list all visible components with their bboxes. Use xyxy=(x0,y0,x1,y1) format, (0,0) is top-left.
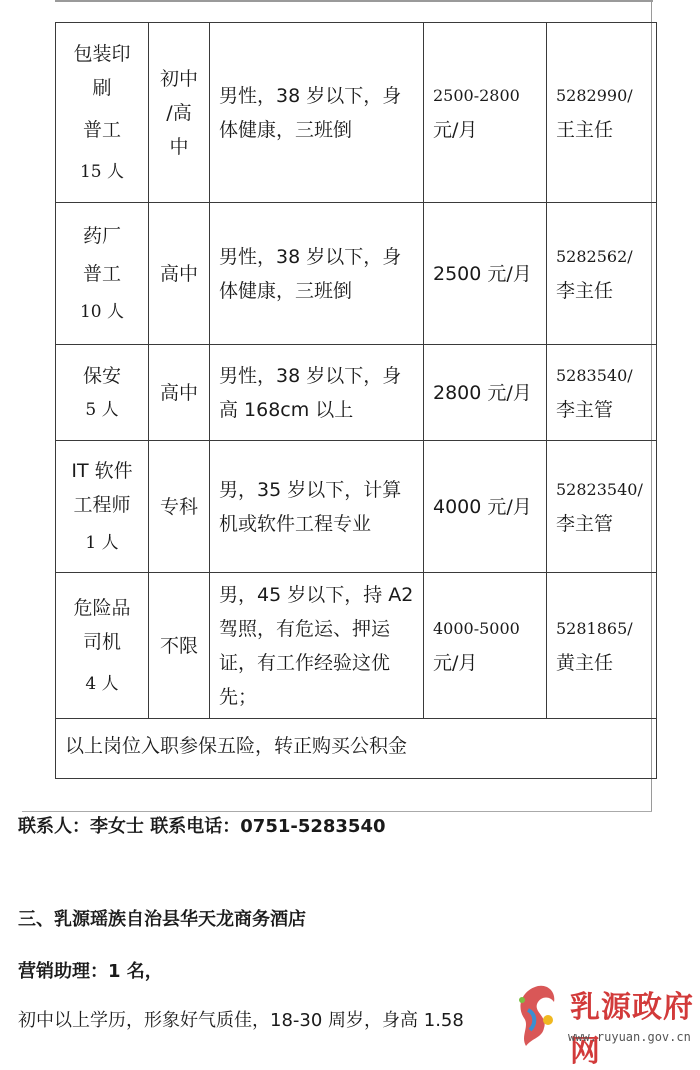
salary-text: 2800 元/月 xyxy=(433,381,532,404)
table-row xyxy=(56,573,657,719)
phone-text: 5283540/ xyxy=(556,365,633,385)
education-cell xyxy=(149,23,210,203)
position-text: 司机 xyxy=(82,630,121,653)
requirement-text: 男，45 岁以下，持 A2 xyxy=(219,583,414,606)
requirements-cell xyxy=(210,345,424,441)
requirements-cell xyxy=(210,203,424,345)
position-text: 保安 xyxy=(82,364,121,387)
requirement-text: 高 168cm 以上 xyxy=(219,398,354,421)
requirement-text: 男性，38 岁以下，身 xyxy=(219,245,402,268)
requirement-text: 机或软件工程专业 xyxy=(219,512,372,535)
contact-person-text: 李主管 xyxy=(556,398,614,421)
education-text: 专科 xyxy=(159,495,198,518)
requirement-text: 体健康，三班倒 xyxy=(219,279,353,302)
headcount-text: 10 人 xyxy=(79,301,125,322)
salary-cell xyxy=(424,573,547,719)
contact-person-text: 王主任 xyxy=(556,118,614,141)
salary-cell xyxy=(424,23,547,203)
requirement-text: 驾照，有危运、押运 xyxy=(219,617,391,640)
table-row xyxy=(56,23,657,203)
contact-line: 联系人：李女士 联系电话：0751-5283540 xyxy=(18,816,386,837)
position-cell xyxy=(56,345,149,441)
education-cell xyxy=(149,441,210,573)
position-text: 危险品 xyxy=(73,596,131,619)
education-cell xyxy=(149,345,210,441)
salary-text: 2500-2800 xyxy=(433,85,520,105)
headcount-text: 1 人 xyxy=(85,532,119,553)
position-text: 包装印 xyxy=(73,42,131,65)
position-cell xyxy=(56,23,149,203)
education-text: 高中 xyxy=(159,262,198,285)
salary-text: 4000 元/月 xyxy=(433,495,532,518)
section-heading: 三、乳源瑶族自治县华天龙商务酒店 xyxy=(18,909,306,930)
education-cell xyxy=(149,573,210,719)
table-row xyxy=(56,345,657,441)
phone-text: 5281865/ xyxy=(556,618,633,638)
contact-cell xyxy=(547,345,657,441)
headcount-text: 4 人 xyxy=(85,673,119,694)
education-text: 不限 xyxy=(159,634,198,657)
requirement-text: 证，有工作经验这优 xyxy=(219,651,391,674)
requirement-text: 男性，38 岁以下，身 xyxy=(219,84,402,107)
requirement-text: 男性，38 岁以下，身 xyxy=(219,364,402,387)
phone-text: 5282990/ xyxy=(556,85,633,105)
watermark-url: www.ruyuan.gov.cn xyxy=(568,1030,691,1044)
education-text: 中 xyxy=(169,135,189,158)
salary-text: 2500 元/月 xyxy=(433,262,532,285)
education-cell xyxy=(149,203,210,345)
headcount-text: 15 人 xyxy=(79,161,125,182)
site-watermark-logo xyxy=(508,980,698,1069)
table-note: 以上岗位入职参保五险，转正购买公积金 xyxy=(56,719,657,779)
job-title-line: 营销助理：1 名， xyxy=(18,961,163,982)
phone-text: 52823540/ xyxy=(556,479,643,499)
position-text: 普工 xyxy=(82,262,121,285)
salary-cell xyxy=(424,441,547,573)
requirements-cell xyxy=(210,23,424,203)
position-text: 药厂 xyxy=(82,224,121,247)
phone-text: 5282562/ xyxy=(556,246,633,266)
requirements-cell xyxy=(210,573,424,719)
requirement-text: 体健康，三班倒 xyxy=(219,118,353,141)
salary-text: 元/月 xyxy=(433,118,478,141)
page-border-top xyxy=(55,0,653,2)
position-cell xyxy=(56,441,149,573)
salary-text: 元/月 xyxy=(433,651,478,674)
dragon-emblem-icon xyxy=(508,980,568,1052)
requirements-cell xyxy=(210,441,424,573)
job-requirement-line: 初中以上学历，形象好气质佳，18-30 周岁，身高 1.58 xyxy=(18,1010,464,1031)
contact-person-text: 李主管 xyxy=(556,512,614,535)
job-table xyxy=(55,22,657,779)
education-text: 初中 xyxy=(159,67,198,90)
headcount-text: 5 人 xyxy=(85,399,119,420)
contact-person-text: 黄主任 xyxy=(556,651,614,674)
salary-cell xyxy=(424,203,547,345)
contact-cell xyxy=(547,23,657,203)
position-cell xyxy=(56,573,149,719)
salary-text: 4000-5000 xyxy=(433,618,520,638)
position-text: 普工 xyxy=(82,118,121,141)
contact-cell xyxy=(547,573,657,719)
requirement-text: 男，35 岁以下，计算 xyxy=(219,478,402,501)
table-note-row xyxy=(56,719,657,779)
watermark-title: 乳源政府网 xyxy=(570,990,694,1069)
education-text: /高 xyxy=(166,101,192,124)
position-text: 工程师 xyxy=(73,493,131,516)
position-text: 刷 xyxy=(92,76,112,99)
contact-cell xyxy=(547,441,657,573)
position-text: IT 软件 xyxy=(71,459,133,482)
table-row xyxy=(56,203,657,345)
education-text: 高中 xyxy=(159,381,198,404)
contact-cell xyxy=(547,203,657,345)
position-cell xyxy=(56,203,149,345)
table-row xyxy=(56,441,657,573)
salary-cell xyxy=(424,345,547,441)
contact-person-text: 李主任 xyxy=(556,279,614,302)
requirement-text: 先； xyxy=(219,685,258,708)
